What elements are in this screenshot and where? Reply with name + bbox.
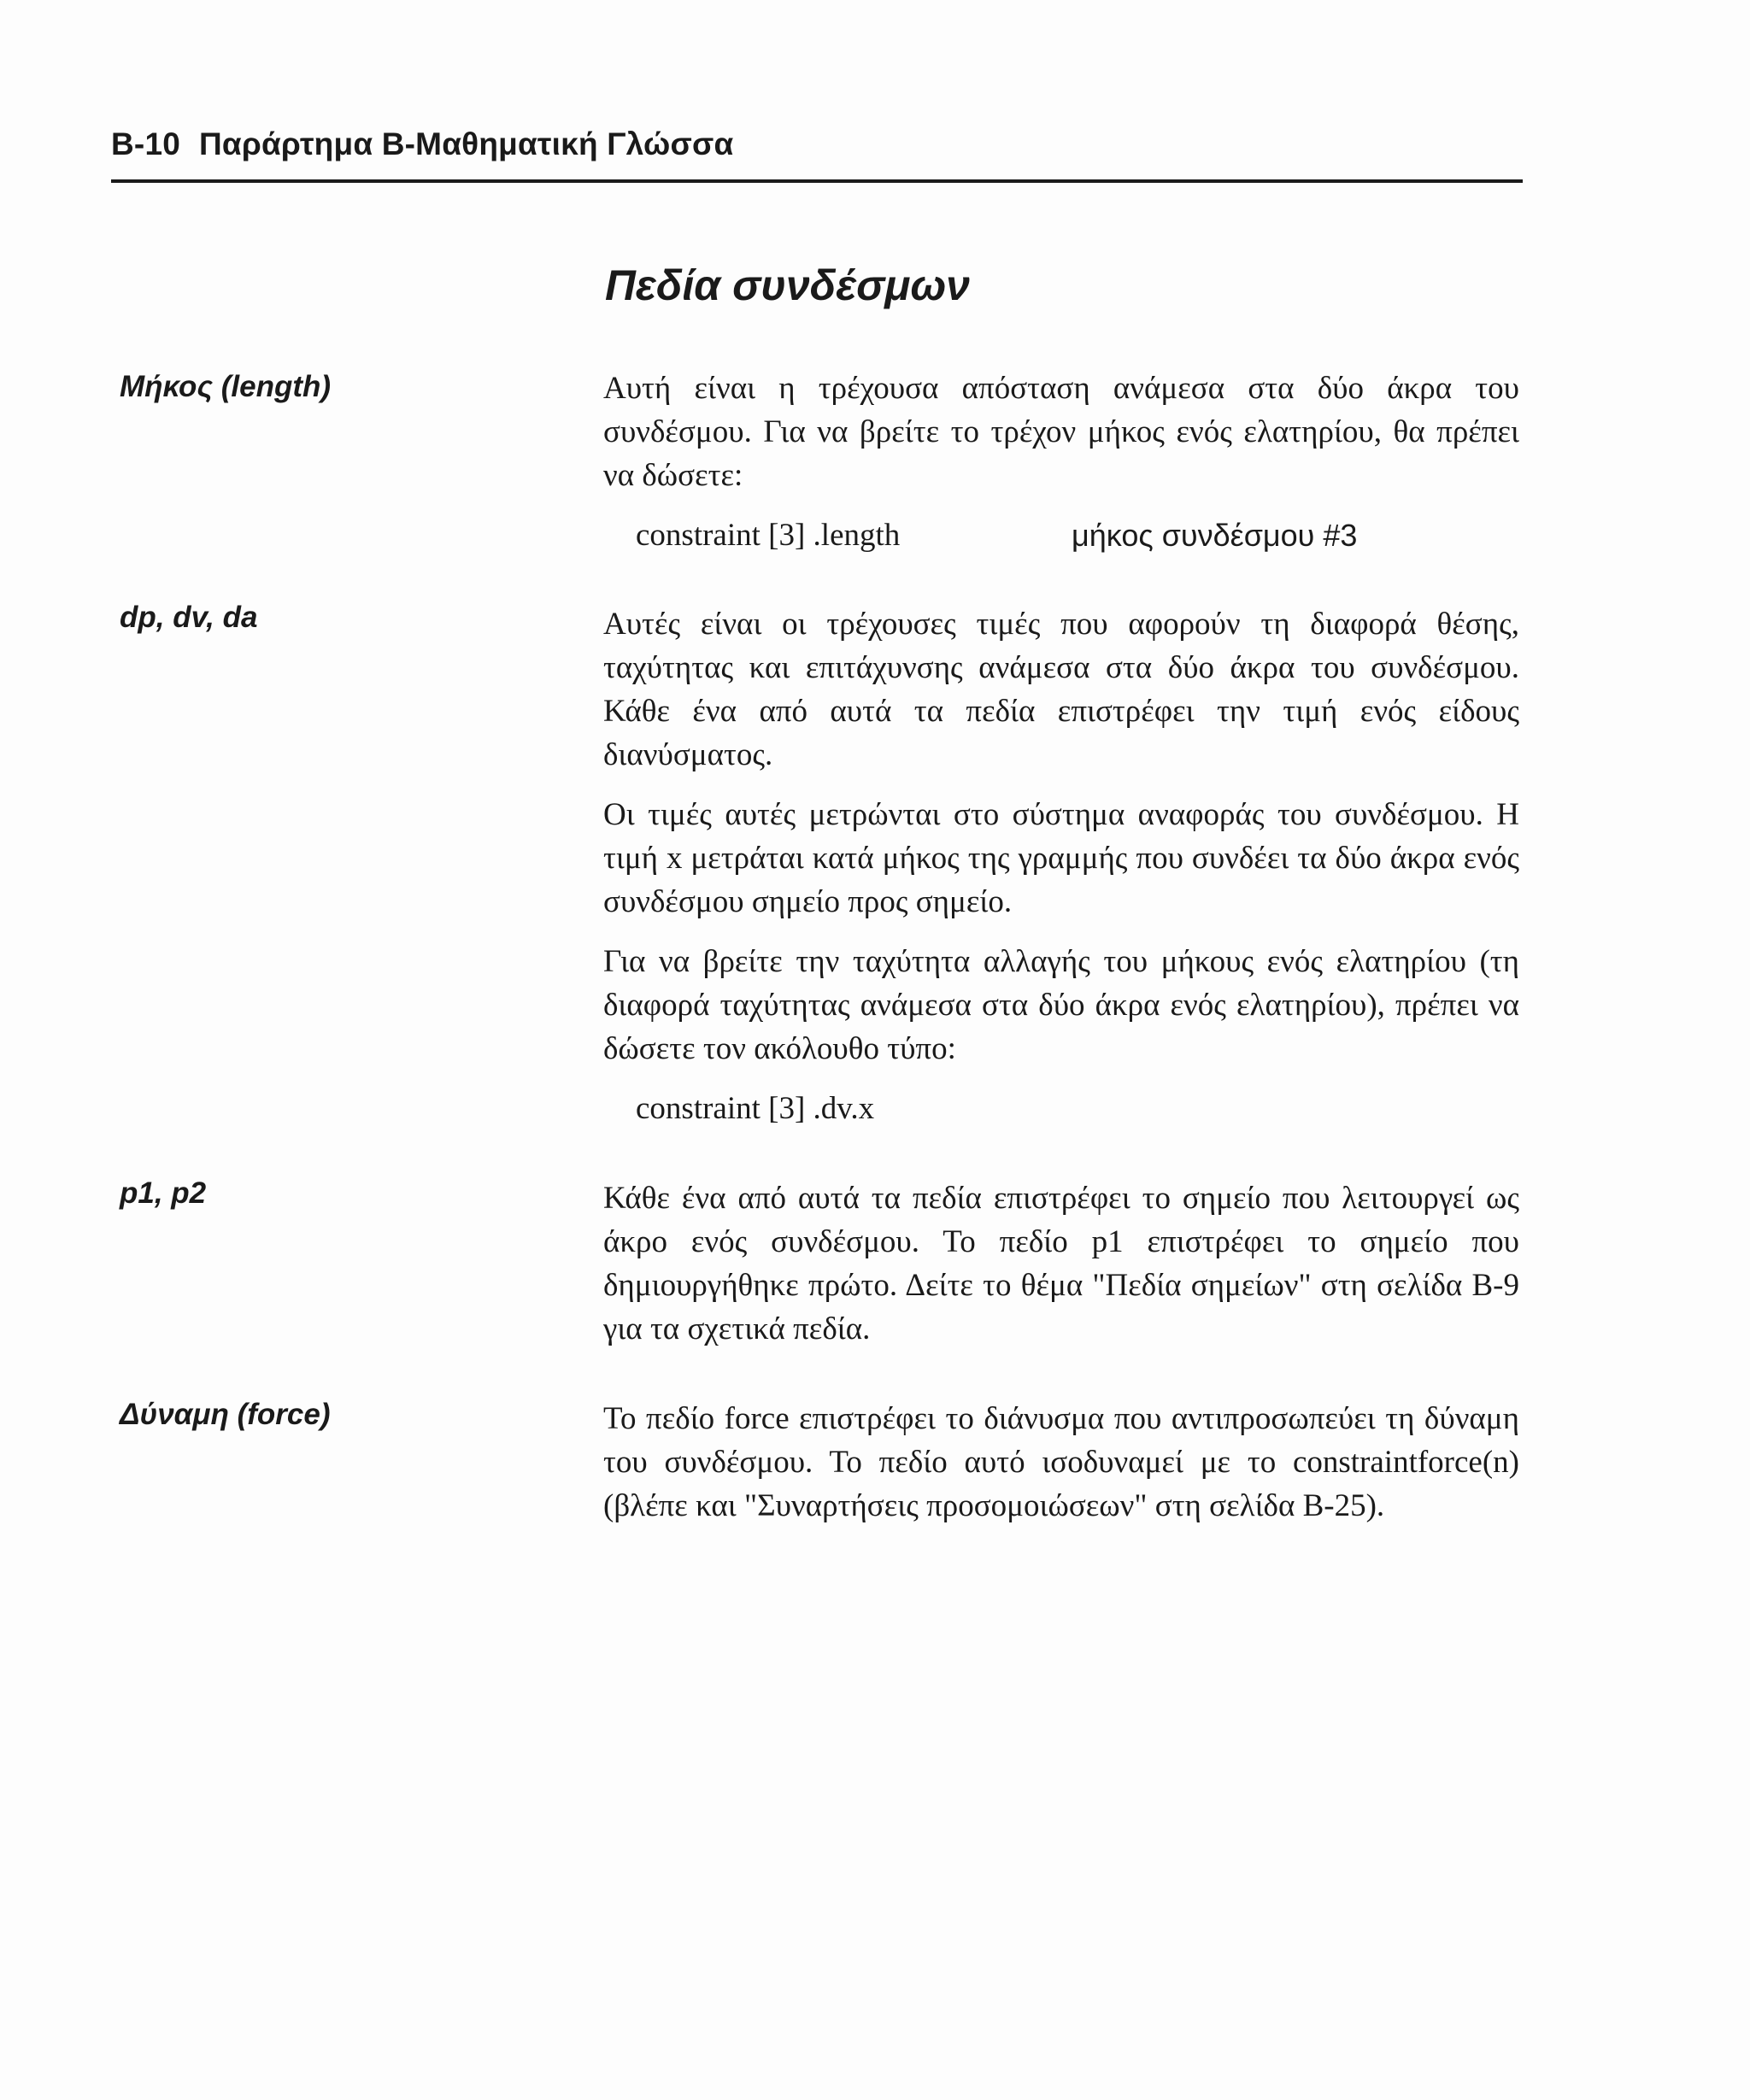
- code-comment: μήκος συνδέσμου #3: [1072, 518, 1358, 553]
- description-length: [603, 367, 1519, 573]
- running-head: [111, 126, 733, 162]
- term-force: Δύναμη (force): [120, 1398, 331, 1431]
- section-title: Πεδία συνδέσμων: [605, 261, 970, 309]
- term-p1-p2: p1, p2: [120, 1176, 207, 1210]
- page-number: B-10: [111, 126, 180, 161]
- paragraph: Αυτές είναι οι τρέχουσες τιμές που αφορούν τη διαφορά θέσης, ταχύτητας και επιτάχυνσης ανάμεσα στα δύο άκρα του συνδέσμου. Κάθε ένα από αυτά τα πεδία επιστρέφει την τιμή ενός είδους διανύσματος.: [603, 607, 1519, 772]
- term-length: Μήκος (length): [120, 370, 332, 403]
- description-dp-dv-da: [603, 602, 1519, 1147]
- paragraph: Κάθε ένα από αυτά τα πεδία επιστρέφει το σημείο που λειτουργεί ως άκρο ενός συνδέσμου. Το πεδίο p1 επιστρέφει το σημείο που δημιουργήθηκε πρώτο. Δείτε το θέμα "Πεδία σημείων" στη σελίδα B-9 για τα σχετικά πεδία.: [603, 1181, 1519, 1346]
- description-p1-p2: [603, 1176, 1519, 1367]
- code-example: [603, 513, 1519, 557]
- code-line: constraint [3] .dv.x: [636, 1091, 875, 1126]
- paragraph: Οι τιμές αυτές μετρώνται στο σύστημα αναφοράς του συνδέσμου. Η τιμή x μετράται κατά μήκος της γραμμής που συνδέει τα δύο άκρα ενός συνδέσμου σημείο προς σημείο.: [603, 797, 1519, 919]
- code-example: [603, 1087, 1519, 1130]
- paragraph: Αυτή είναι η τρέχουσα απόσταση ανάμεσα στα δύο άκρα του συνδέσμου. Για να βρείτε το τρέχον μήκος ενός ελατηρίου, θα πρέπει να δώσετε:: [603, 371, 1519, 493]
- paragraph: Το πεδίο force επιστρέφει το διάνυσμα που αντιπροσωπεύει τη δύναμη του συνδέσμου. Το πεδίο αυτό ισοδυναμεί με το constraintforce(n) (βλέπε και "Συναρτήσεις προσομοιώσεων" στη σελίδα B-25).: [603, 1401, 1519, 1523]
- running-title: Παράρτημα B-Μαθηματική Γλώσσα: [199, 126, 734, 161]
- code-line: constraint [3] .length: [636, 518, 901, 553]
- term-dp-dv-da: dp, dv, da: [120, 601, 258, 634]
- paragraph: Για να βρείτε την ταχύτητα αλλαγής του μήκους ενός ελατηρίου (τη διαφορά ταχύτητας ανάμεσα στα δύο άκρα ενός ελατηρίου), πρέπει να δώσετε τον ακόλουθο τύπο:: [603, 944, 1519, 1066]
- header-rule: [111, 179, 1523, 183]
- description-force: [603, 1397, 1519, 1544]
